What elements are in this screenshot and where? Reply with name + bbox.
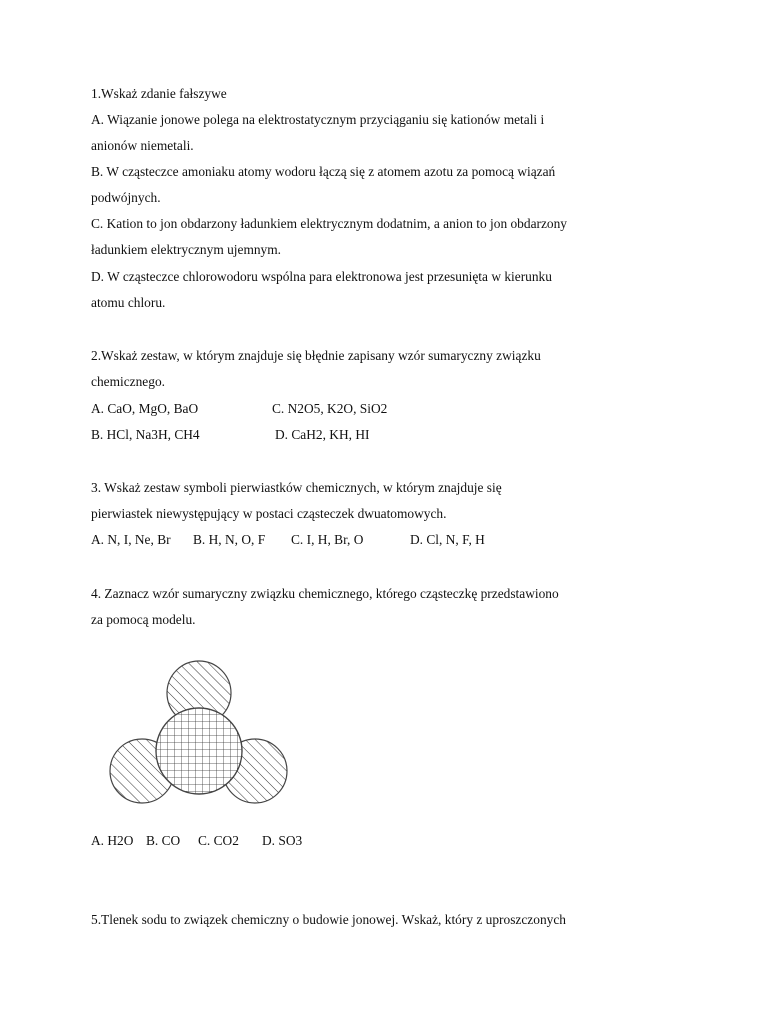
q1-option-c-line2: ładunkiem elektrycznym ujemnym. — [91, 242, 282, 257]
q3-title-line2: pierwiastek niewystępujący w postaci cząsteczek dwuatomowych. — [91, 506, 447, 521]
q3-title-line1: 3. Wskaż zestaw symboli pierwiastków chemicznych, w którym znajduje się — [91, 480, 502, 495]
q5-title-line1: 5.Tlenek sodu to związek chemiczny o budowie jonowej. Wskaż, który z uproszczonych — [91, 912, 566, 927]
q4-option-d: D. SO3 — [262, 833, 303, 848]
q2-title-line1: 2.Wskaż zestaw, w którym znajduje się błędnie zapisany wzór sumaryczny związku — [91, 348, 541, 363]
q3-option-a: A. N, I, Ne, Br — [91, 532, 171, 547]
q4-option-b: B. CO — [146, 833, 181, 848]
q2-option-b: B. HCl, Na3H, CH4 — [91, 427, 200, 442]
q4-title-line2: za pomocą modelu. — [91, 612, 196, 627]
q1-option-b-line2: podwójnych. — [91, 190, 161, 205]
q2-title-line2: chemicznego. — [91, 374, 165, 389]
q1-option-a-line1: A. Wiązanie jonowe polega na elektrostatycznym przyciąganiu się kationów metali i — [91, 112, 545, 127]
q1-option-d-line2: atomu chloru. — [91, 295, 166, 310]
q4-option-c: C. CO2 — [198, 833, 239, 848]
q1-title: 1.Wskaż zdanie fałszywe — [91, 86, 227, 101]
q1-option-c-line1: C. Kation to jon obdarzony ładunkiem elektrycznym dodatnim, a anion to jon obdarzony — [91, 216, 568, 231]
q1-option-a-line2: anionów niemetali. — [91, 138, 194, 153]
q3-option-d: D. Cl, N, F, H — [410, 532, 485, 547]
molecule-model-diagram — [104, 658, 304, 808]
q4-option-a: A. H2O — [91, 833, 134, 848]
q3-option-c: C. I, H, Br, O — [291, 532, 364, 547]
q2-option-a: A. CaO, MgO, BaO — [91, 401, 199, 416]
q2-option-c: C. N2O5, K2O, SiO2 — [272, 401, 388, 416]
q4-title-line1: 4. Zaznacz wzór sumaryczny związku chemicznego, którego cząsteczkę przedstawiono — [91, 586, 559, 601]
q2-option-d: D. CaH2, KH, HI — [275, 427, 370, 442]
q3-option-b: B. H, N, O, F — [193, 532, 266, 547]
q1-option-b-line1: B. W cząsteczce amoniaku atomy wodoru łączą się z atomem azotu za pomocą wiązań — [91, 164, 556, 179]
q1-option-d-line1: D. W cząsteczce chlorowodoru wspólna para elektronowa jest przesunięta w kierunku — [91, 269, 552, 284]
